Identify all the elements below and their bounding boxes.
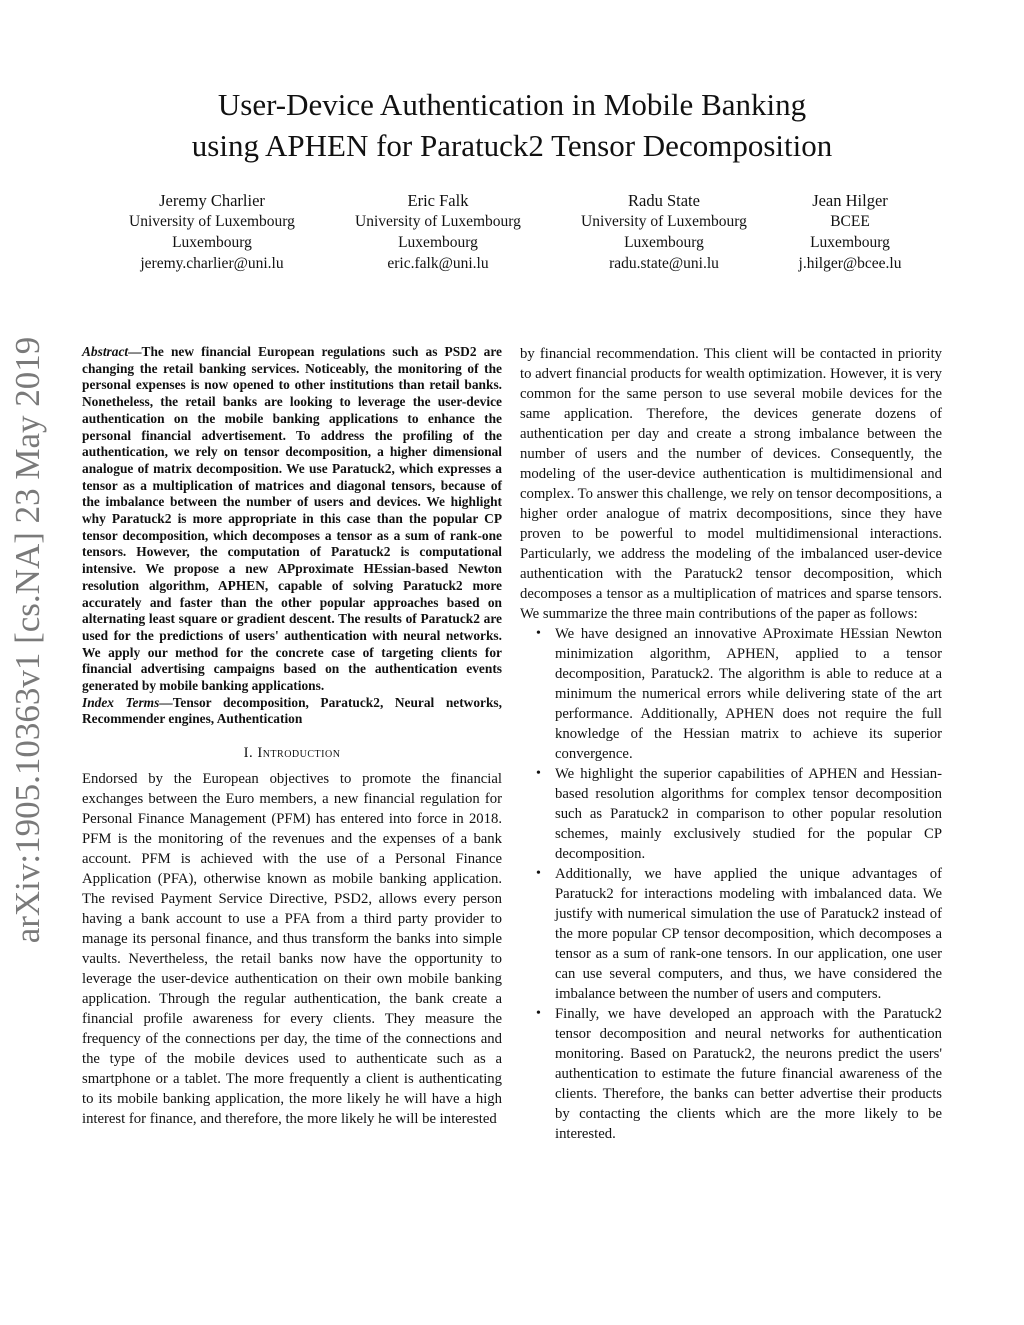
list-item-text: We have designed an innovative AProximate HEssian Newton minimization algorithm, APHEN, applied to a tensor decomposition, Paratuck2. The algorithm is able to reduce at a minimum the numerical errors while delivering state of the art performance. Additionally, APHEN does not require the full knowledge of the Hessian matrix to achieve its superior convergence.	[555, 626, 942, 762]
author-name: Radu State	[628, 191, 700, 210]
right-column	[520, 344, 942, 1144]
author-country: Luxembourg	[624, 234, 704, 251]
author-affiliation: University of Luxembourg	[355, 213, 521, 230]
author-block-1	[112, 190, 312, 274]
index-terms-text: Tensor decomposition, Paratuck2, Neural networks, Recommender engines, Authentication	[82, 694, 502, 727]
intro-paragraph-2: by financial recommendation. This client will be contacted in priority to advert financial products for wealth optimization. However, it is very common for the same person to use several mobile devices for the same application. Therefore, the devices generate dozens of authentication per day and create a strong imbalance between the number of users and the number of devices. Consequently, the modeling of the user-device authentication is multidimensional and complex. To answer this challenge, we rely on tensor decompositions, a higher order analogue of matrix decompositions, since they have proven to be powerful to model multidimensional interactions. Particularly, we address the modeling of the imbalanced user-device authentication with the Paratuck2 tensor decomposition, which decomposes a tensor as a multiplication of matrices and sparse tensors. We summarize the three main contributions of the paper as follows:	[520, 346, 942, 622]
bullet-icon: •	[536, 866, 541, 881]
index-terms: Index Terms—Tensor decomposition, Paratuck2, Neural networks, Recommender engines, Authentication	[82, 694, 502, 727]
title-line-2: using APHEN for Paratuck2 Tensor Decomposition	[191, 128, 833, 163]
author-country: Luxembourg	[398, 234, 478, 251]
bullet-icon: •	[536, 1006, 541, 1021]
author-affiliation: BCEE	[830, 213, 870, 230]
list-item-text: Additionally, we have applied the unique advantages of Paratuck2 for interactions modeling with imbalanced data. We justify with numerical simulation the use of Paratuck2 instead of the more popular CP tensor decomposition, which decomposes a tensor as a sum of rank-one tensors. In our application, one user can use several computers, and thus, we have considered the imbalance between the number of users and computers.	[555, 866, 942, 1002]
author-country: Luxembourg	[172, 234, 252, 251]
bullet-icon: •	[536, 766, 541, 781]
contributions-list	[520, 624, 942, 1144]
author-email: eric.falk@uni.lu	[387, 255, 489, 272]
author-email: j.hilger@bcee.lu	[798, 255, 902, 272]
author-name: Jeremy Charlier	[159, 191, 265, 210]
author-email: radu.state@uni.lu	[609, 255, 719, 272]
author-block-4	[770, 190, 930, 274]
list-item	[520, 1004, 942, 1144]
arxiv-id: arXiv:1905.10363v1 [cs.NA] 23 May 2019	[8, 336, 47, 944]
abstract-text: The new financial European regulations such as PSD2 are changing the retail banking services. Noticeably, the monitoring of the personal expenses is now opened to other institutions than retail banks. Nonetheless, the retail banks are looking to leverage the user-device authentication on the mobile banking applications to enhance the personal financial advertisement. To address the profiling of the authentication, we rely on tensor decomposition, a higher dimensional analogue of matrix decomposition. We use Paratuck2, which expresses a tensor as a multiplication of matrices and diagonal tensors, because of the imbalance between the number of users and devices. We highlight why Paratuck2 is more appropriate in this case than the popular CP tensor decomposition, which decomposes a tensor as a sum of rank-one tensors. However, the computation of Paratuck2 is computational intensive. We propose a new APproximate HEssian-based Newton resolution algorithm, APHEN, capable of solving Paratuck2 more accurately and faster than the other popular approaches based on alternating least square or gradient descent. The results of Paratuck2 are used for the predictions of users' authentication with neural networks. We apply our method for the concrete case of targeting clients for financial advertising campaigns based on the authentication events generated by mobile banking applications.	[82, 344, 502, 694]
author-block-2	[338, 190, 538, 274]
abstract-label: Abstract	[82, 344, 129, 359]
list-item	[520, 764, 942, 864]
index-terms-label: Index Terms	[82, 694, 160, 710]
author-affiliation: University of Luxembourg	[129, 213, 295, 230]
author-affiliation: University of Luxembourg	[581, 213, 747, 230]
list-item	[520, 624, 942, 764]
abstract: Abstract—The new financial European regulations such as PSD2 are changing the retail banking services. Noticeably, the monitoring of the personal expenses is now opened to other institutions than retail banks. Nonetheless, the retail banks are looking to leverage the user-device authentication on the mobile banking applications to enhance the personal financial advertisement. To address the profiling of the authentication, we rely on tensor decomposition, a higher dimensional analogue of matrix decomposition. We use Paratuck2, which expresses a tensor as a multiplication of matrices and diagonal tensors, because of the imbalance between the number of users and devices. We highlight why Paratuck2 is more appropriate in this case than the popular CP tensor decomposition, which decomposes a tensor as a sum of rank-one tensors. However, the computation of Paratuck2 is computational intensive. We propose a new APproximate HEssian-based Newton resolution algorithm, APHEN, capable of solving Paratuck2 more accurately and faster than the other popular approaches based on alternating least square or gradient descent. The results of Paratuck2 are used for the predictions of users' authentication with neural networks. We apply our method for the concrete case of targeting clients for financial advertising campaigns based on the authentication events generated by mobile banking applications.	[82, 344, 502, 694]
author-email: jeremy.charlier@uni.lu	[140, 255, 284, 272]
title-line-1: User-Device Authentication in Mobile Banking	[217, 87, 807, 122]
left-column	[82, 344, 502, 1129]
section-number: I.	[243, 745, 258, 762]
author-country: Luxembourg	[810, 234, 890, 251]
author-block-3	[564, 190, 764, 274]
intro-paragraph-1: Endorsed by the European objectives to promote the financial exchanges between the Euro members, a new financial regulation for Personal Finance Management (PFM) has entered into force in 2018. PFM is the monitoring of the revenues and the expenses of a bank account. PFM is achieved with the use of a Personal Finance Application (PFA), otherwise known as mobile banking application. The revised Payment Service Directive, PSD2, allows every person having a bank account to use a PFA from a third party provider to manage its personal finance, and thus transform the banks into simple vaults. Nevertheless, the retail banks now have the opportunity to leverage the user-device authentication on their own mobile banking application. Through the regular authentication, the bank create a financial profile awareness for every clients. They measure the frequency of the connections per day, the time of the connections and the type of the mobile devices used to authenticate such as a smartphone or a tablet. The more frequently a client is authenticating to its mobile banking application, the more likely he will have a high interest for finance, and therefore, the more likely he will be interested	[82, 771, 502, 1128]
list-item-text: Finally, we have developed an approach with the Paratuck2 tensor decomposition and neural networks for authentication monitoring. Based on Paratuck2, the neurons predict the users' authentication to estimate the future financial awareness of the clients. Therefore, the banks can better advertise their products by contacting the clients which are the more likely to be interested.	[555, 1006, 942, 1142]
paper-title	[0, 84, 1024, 166]
list-item	[520, 864, 942, 1004]
section-title: Introduction	[257, 745, 341, 762]
section-heading	[82, 743, 502, 763]
author-name: Jean Hilger	[812, 191, 888, 210]
author-name: Eric Falk	[407, 191, 469, 210]
list-item-text: We highlight the superior capabilities of APHEN and Hessian-based resolution algorithms for complex tensor decomposition such as Paratuck2 in comparison to other popular resolution schemes, mainly exclusively studied for the popular CP decomposition.	[555, 766, 942, 862]
bullet-icon: •	[536, 626, 541, 641]
